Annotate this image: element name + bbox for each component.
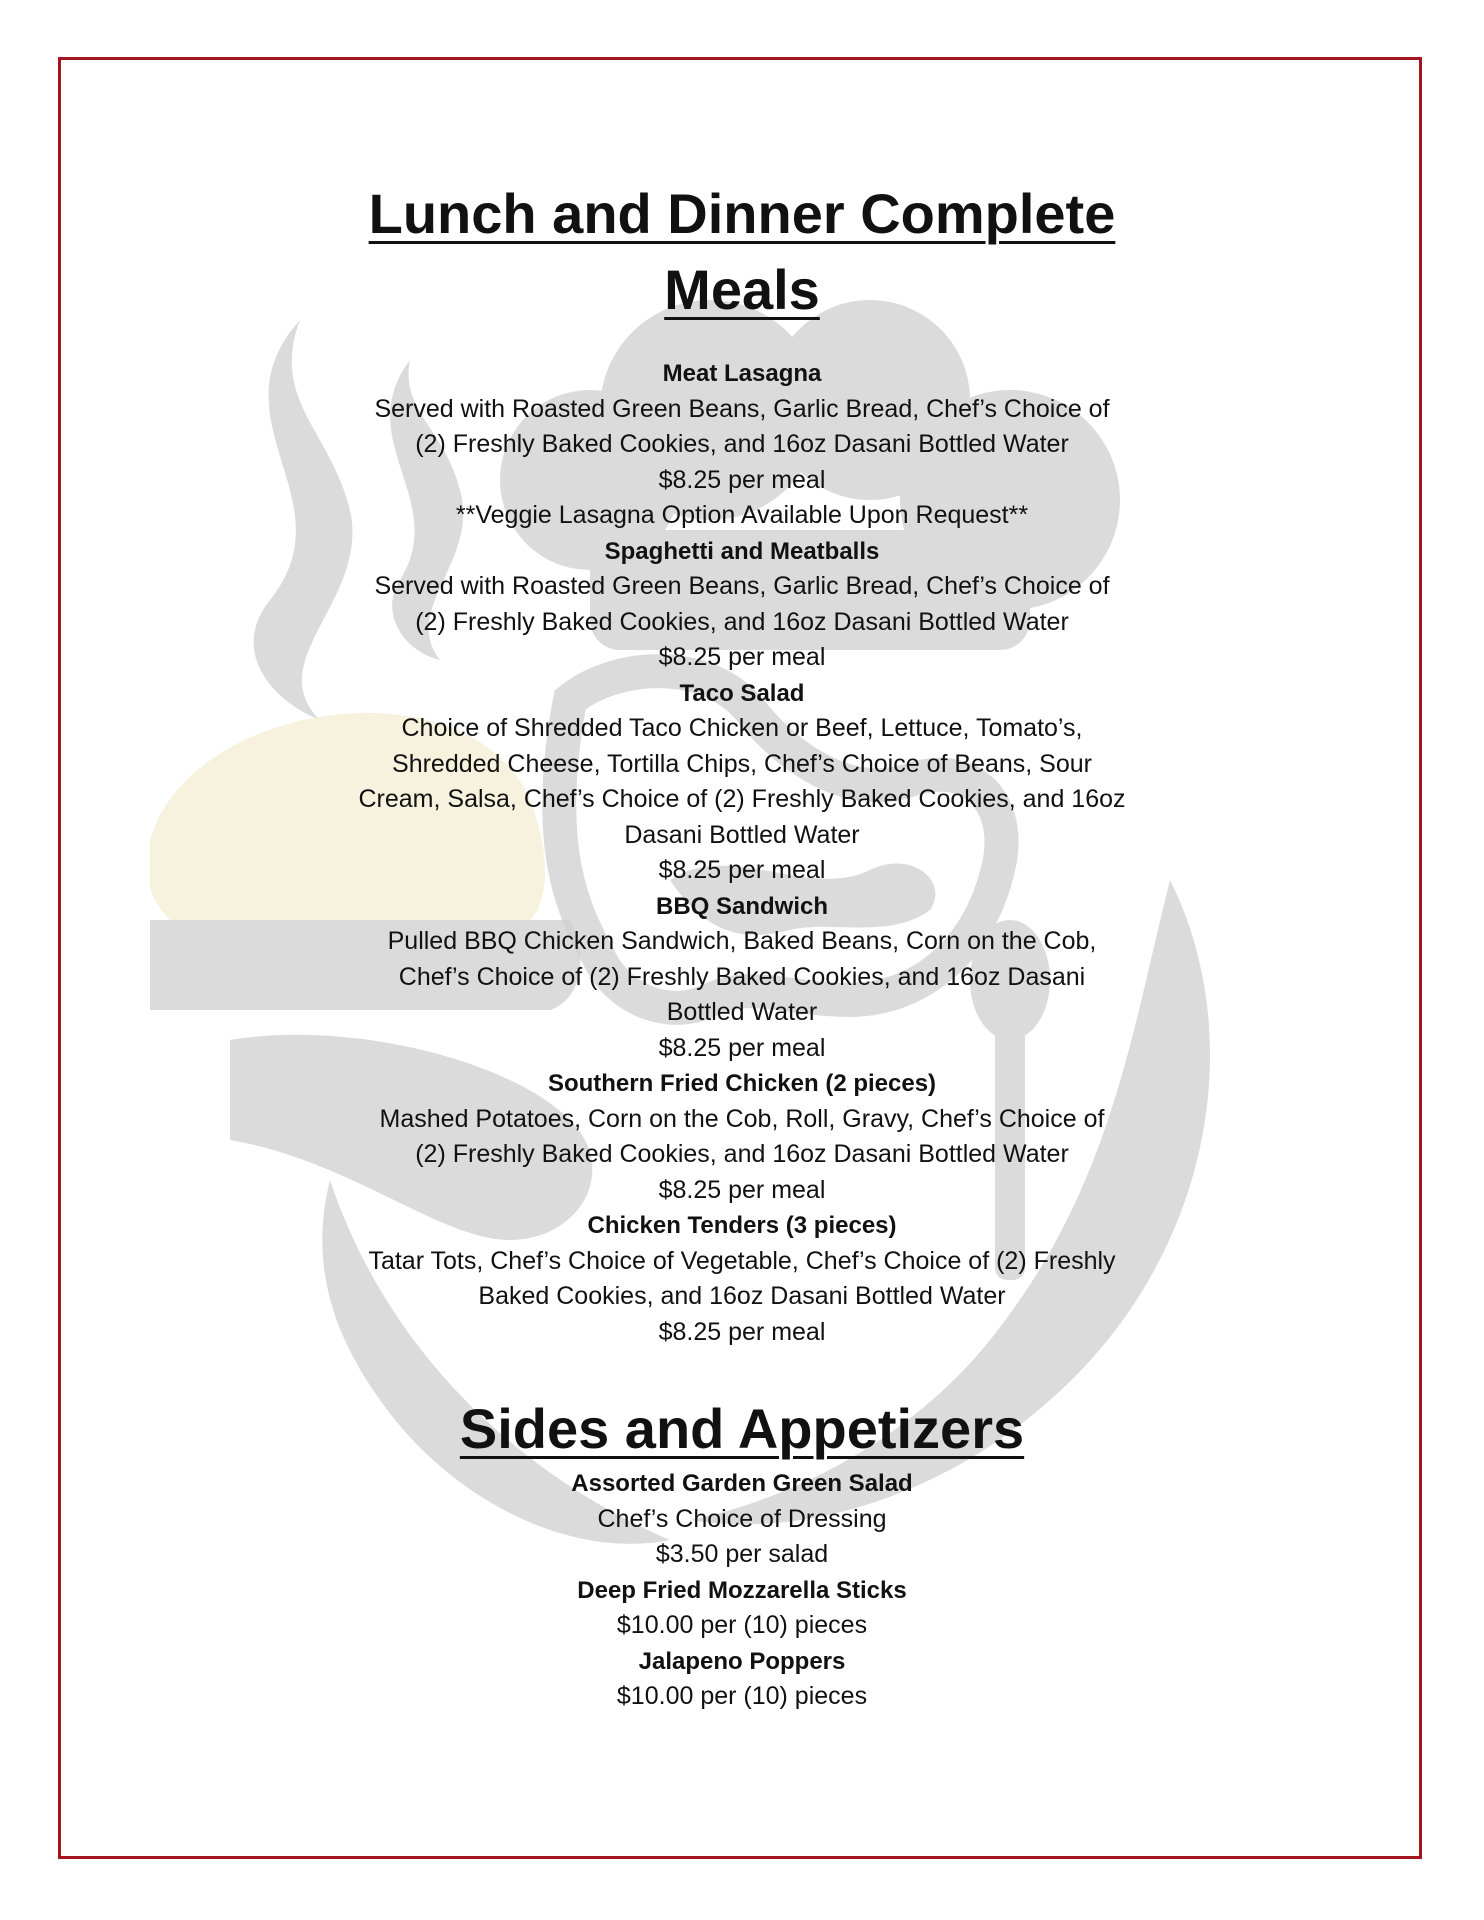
meal-price: $8.25 per meal bbox=[658, 465, 826, 494]
menu-content bbox=[0, 176, 1484, 1715]
meal-description-line: Served with Roasted Green Beans, Garlic Bread, Chef’s Choice of bbox=[374, 572, 1110, 600]
side-name: Deep Fried Mozzarella Sticks bbox=[577, 1576, 907, 1604]
meal-name: Chicken Tenders (3 pieces) bbox=[587, 1212, 897, 1239]
meal-price: $8.25 per meal bbox=[658, 1317, 826, 1346]
meal-item bbox=[332, 1208, 1152, 1350]
meal-item bbox=[332, 534, 1152, 676]
side-price: $10.00 per (10) pieces bbox=[616, 1611, 868, 1639]
main-title-line-1: Lunch and Dinner Complete bbox=[368, 182, 1116, 245]
meal-description-line: Cream, Salsa, Chef’s Choice of (2) Freshly Baked Cookies, and 16oz bbox=[358, 785, 1126, 813]
meal-description-line: Mashed Potatoes, Corn on the Cob, Roll, Gravy, Chef’s Choice of bbox=[379, 1104, 1105, 1133]
meal-price: $8.25 per meal bbox=[658, 856, 826, 884]
meal-item bbox=[332, 1066, 1152, 1208]
side-description-line: Chef’s Choice of Dressing bbox=[597, 1504, 887, 1533]
meal-description-line: Dasani Bottled Water bbox=[624, 820, 860, 849]
meal-item bbox=[332, 356, 1152, 534]
meal-description-line: Chef’s Choice of (2) Freshly Baked Cookies, and 16oz Dasani bbox=[398, 962, 1086, 991]
meal-price: $8.25 per meal bbox=[658, 643, 826, 671]
meal-price: $8.25 per meal bbox=[658, 1175, 826, 1204]
meal-description-line: Tatar Tots, Chef’s Choice of Vegetable, Chef’s Choice of (2) Freshly bbox=[368, 1246, 1116, 1275]
meal-name: Taco Salad bbox=[679, 679, 805, 707]
side-item bbox=[332, 1644, 1152, 1715]
side-item bbox=[332, 1466, 1152, 1573]
meal-note: **Veggie Lasagna Option Available Upon Request** bbox=[455, 501, 1029, 529]
meal-item bbox=[332, 889, 1152, 1067]
main-title bbox=[362, 176, 1122, 328]
main-title-line-2: Meals bbox=[664, 258, 820, 321]
meal-name: Southern Fried Chicken (2 pieces) bbox=[547, 1070, 937, 1097]
meal-name: Meat Lasagna bbox=[662, 360, 822, 387]
sides-title bbox=[0, 1394, 1484, 1464]
meal-description-line: Shredded Cheese, Tortilla Chips, Chef’s Choice of Beans, Sour bbox=[392, 749, 1092, 778]
meal-name: Spaghetti and Meatballs bbox=[604, 537, 880, 565]
side-item bbox=[332, 1573, 1152, 1644]
meal-item bbox=[332, 676, 1152, 889]
meal-price: $8.25 per meal bbox=[658, 1033, 826, 1062]
meal-description-line: (2) Freshly Baked Cookies, and 16oz Dasani Bottled Water bbox=[415, 1140, 1069, 1168]
meal-description-line: (2) Freshly Baked Cookies, and 16oz Dasani Bottled Water bbox=[415, 430, 1069, 458]
side-price: $10.00 per (10) pieces bbox=[616, 1682, 868, 1710]
meal-name: BBQ Sandwich bbox=[655, 892, 829, 920]
meal-description-line: Served with Roasted Green Beans, Garlic Bread, Chef’s Choice of bbox=[374, 394, 1110, 423]
meal-description-line: (2) Freshly Baked Cookies, and 16oz Dasani Bottled Water bbox=[415, 607, 1069, 636]
side-price: $3.50 per salad bbox=[655, 1540, 829, 1568]
meal-description-line: Choice of Shredded Taco Chicken or Beef, Lettuce, Tomato’s, bbox=[401, 714, 1083, 742]
side-name: Jalapeno Poppers bbox=[638, 1647, 846, 1675]
meal-description-line: Baked Cookies, and 16oz Dasani Bottled Water bbox=[478, 1282, 1006, 1310]
side-name: Assorted Garden Green Salad bbox=[571, 1470, 913, 1497]
meal-description-line: Pulled BBQ Chicken Sandwich, Baked Beans, Corn on the Cob, bbox=[387, 927, 1097, 955]
meal-description-line: Bottled Water bbox=[666, 998, 818, 1026]
sides-title-text: Sides and Appetizers bbox=[459, 1397, 1025, 1460]
